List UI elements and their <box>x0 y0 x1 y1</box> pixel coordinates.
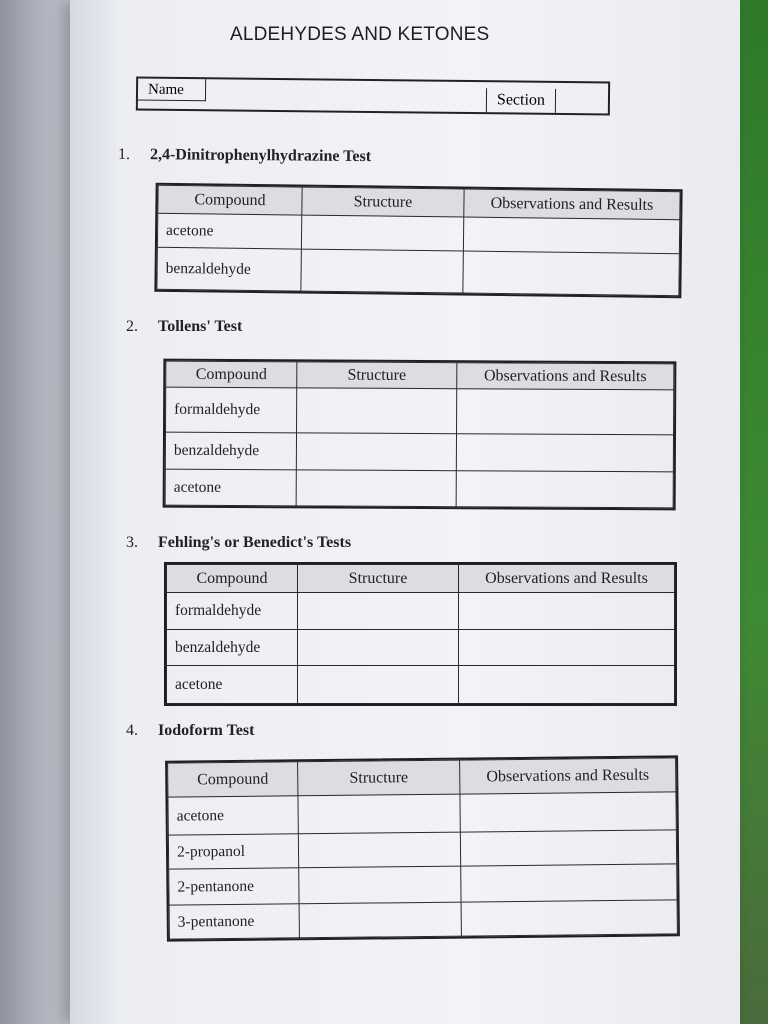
observations-cell <box>457 389 674 435</box>
observations-cell <box>461 864 677 902</box>
compound-cell: formaldehyde <box>166 387 297 433</box>
section-label: Section <box>486 88 556 113</box>
test-2-number: 2. <box>126 318 138 335</box>
test-1-name: 2,4-Dinitrophenylhydrazine Test <box>149 146 372 166</box>
compound-cell: acetone <box>168 796 298 835</box>
compound-cell: 2-pentanone <box>169 868 299 905</box>
compound-cell: 3-pentanone <box>169 904 299 939</box>
column-structure: Structure <box>302 187 464 217</box>
column-observations: Observations and Results <box>457 363 674 390</box>
name-section-box <box>136 77 610 116</box>
test-3-heading <box>126 534 351 552</box>
observations-cell <box>463 217 679 254</box>
column-compound: Compound <box>166 361 297 388</box>
test-4-table <box>167 757 678 939</box>
column-compound: Compound <box>168 762 298 797</box>
structure-cell <box>299 902 461 938</box>
name-label: Name <box>138 79 206 102</box>
test-2-name: Tollens' Test <box>158 318 243 335</box>
compound-cell: acetone <box>157 213 301 249</box>
structure-cell <box>298 666 459 704</box>
compound-cell: formaldehyde <box>167 593 298 630</box>
test-4-name: Iodoform Test <box>158 722 255 739</box>
test-1-table <box>156 185 680 296</box>
structure-cell <box>297 388 457 434</box>
test-2-table <box>165 361 675 509</box>
structure-cell <box>298 593 459 630</box>
test-3-name: Fehling's or Benedict's Tests <box>158 534 352 551</box>
structure-cell <box>298 794 460 834</box>
structure-cell <box>299 866 461 904</box>
test-1-number: 1. <box>117 145 131 164</box>
observations-cell <box>459 593 675 630</box>
column-compound: Compound <box>158 185 302 215</box>
column-observations: Observations and Results <box>459 565 675 593</box>
compound-cell: acetone <box>167 666 298 704</box>
observations-cell <box>456 471 673 508</box>
compound-cell: benzaldehyde <box>157 247 302 291</box>
compound-cell: benzaldehyde <box>165 432 296 470</box>
column-structure: Structure <box>297 362 457 389</box>
observations-cell <box>461 900 677 936</box>
observations-cell <box>463 251 679 296</box>
test-4-heading <box>126 722 254 740</box>
observations-cell <box>459 666 675 704</box>
test-4-number: 4. <box>126 722 138 739</box>
test-3-number: 3. <box>126 534 138 551</box>
compound-cell: benzaldehyde <box>167 630 298 666</box>
observations-cell <box>456 434 673 472</box>
structure-cell <box>301 215 463 251</box>
column-compound: Compound <box>167 565 298 593</box>
compound-cell: 2-propanol <box>168 834 298 869</box>
observations-cell <box>459 630 675 666</box>
compound-cell: acetone <box>165 469 296 506</box>
test-3-table <box>166 564 675 704</box>
observations-cell <box>460 792 676 832</box>
backdrop-left <box>0 0 80 1024</box>
structure-cell <box>301 249 464 293</box>
structure-cell <box>298 630 459 666</box>
column-structure: Structure <box>298 760 460 796</box>
test-1-heading <box>118 146 371 166</box>
column-observations: Observations and Results <box>464 189 680 220</box>
page-title: ALDEHYDES AND KETONES <box>230 24 490 45</box>
column-structure: Structure <box>298 565 459 593</box>
structure-cell <box>298 832 460 868</box>
structure-cell <box>296 433 456 471</box>
column-observations: Observations and Results <box>460 758 676 794</box>
test-2-heading <box>126 318 242 336</box>
structure-cell <box>296 470 456 507</box>
observations-cell <box>460 830 676 866</box>
